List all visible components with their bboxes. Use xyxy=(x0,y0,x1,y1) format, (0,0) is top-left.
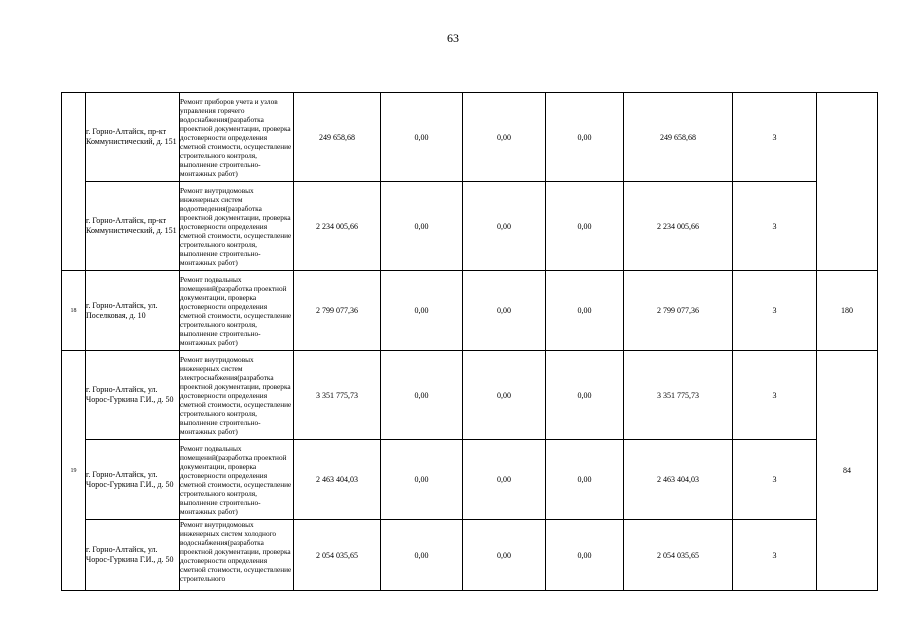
total-cell: 2 234 005,66 xyxy=(624,182,733,271)
value-cell: 0,00 xyxy=(546,351,624,440)
count-cell: 3 xyxy=(733,440,817,520)
value-cell: 0,00 xyxy=(463,351,546,440)
row-number: 19 xyxy=(62,351,86,591)
value-cell: 0,00 xyxy=(381,271,463,351)
value-cell: 0,00 xyxy=(381,440,463,520)
row-number xyxy=(62,93,86,271)
total-cell: 2 054 035,65 xyxy=(624,520,733,591)
work-description-text: Ремонт приборов учета и узлов управления горячего водоснабжения(разработка проектной документации, проверка достоверности определения сметной стоимости, осуществление строительного контроля, выполнение строительно-монтажных работ) xyxy=(180,96,292,178)
total-cell: 249 658,68 xyxy=(624,93,733,182)
value-cell: 0,00 xyxy=(381,351,463,440)
cost-cell: 2 054 035,65 xyxy=(294,520,381,591)
days-cell xyxy=(817,93,878,271)
work-description-text: Ремонт подвальных помещений(разработка проектной документации, проверка достоверности определения сметной стоимости, осуществление строительного контроля, выполнение строительно-монтажных работ) xyxy=(180,443,292,516)
value-cell: 0,00 xyxy=(381,520,463,591)
cost-cell: 249 658,68 xyxy=(294,93,381,182)
work-description-cell xyxy=(180,520,294,591)
work-description-text: Ремонт внутридомовых инженерных систем водоотведения(разработка проектной документации, проверка достоверности определения сметной стоимости, осуществление строительного контроля, выполнение строительно-монтажных работ) xyxy=(180,185,292,267)
address-cell: г. Горно-Алтайск, ул. Чорос-Гуркина Г.И., д. 50 xyxy=(86,440,180,520)
value-cell: 0,00 xyxy=(463,271,546,351)
cost-cell: 2 463 404,03 xyxy=(294,440,381,520)
value-cell: 0,00 xyxy=(546,520,624,591)
work-description-cell xyxy=(180,93,294,182)
repair-plan-table xyxy=(61,92,878,591)
cost-cell: 2 234 005,66 xyxy=(294,182,381,271)
table-row xyxy=(62,271,878,351)
value-cell: 0,00 xyxy=(381,182,463,271)
page-number: 63 xyxy=(447,31,459,45)
value-cell: 0,00 xyxy=(546,440,624,520)
total-cell: 3 351 775,73 xyxy=(624,351,733,440)
work-description-text: Ремонт подвальных помещений(разработка проектной документации, проверка достоверности определения сметной стоимости, осуществление строительного контроля, выполнение строительно-монтажных работ) xyxy=(180,274,292,347)
value-cell: 0,00 xyxy=(463,440,546,520)
address-cell: г. Горно-Алтайск, ул. Чорос-Гуркина Г.И., д. 50 xyxy=(86,351,180,440)
address-cell: г. Горно-Алтайск, ул. Поселковая, д. 10 xyxy=(86,271,180,351)
days-cell: 180 xyxy=(817,271,878,351)
count-cell: 3 xyxy=(733,271,817,351)
cost-cell: 2 799 077,36 xyxy=(294,271,381,351)
table-row xyxy=(62,520,878,591)
address-cell: г. Горно-Алтайск, пр-кт Коммунистический, д. 151 xyxy=(86,182,180,271)
days-cell: 84 xyxy=(817,351,878,591)
address-cell: г. Горно-Алтайск, пр-кт Коммунистический, д. 151 xyxy=(86,93,180,182)
value-cell: 0,00 xyxy=(381,93,463,182)
value-cell: 0,00 xyxy=(463,93,546,182)
value-cell: 0,00 xyxy=(546,271,624,351)
total-cell: 2 463 404,03 xyxy=(624,440,733,520)
table-row xyxy=(62,182,878,271)
work-description-text: Ремонт внутридомовых инженерных систем холодного водоснабжения(разработка проектной документации, проверка достоверности определения сметной стоимости, осуществление строительного xyxy=(180,520,292,583)
count-cell: 3 xyxy=(733,93,817,182)
table-row xyxy=(62,93,878,182)
cost-cell: 3 351 775,73 xyxy=(294,351,381,440)
row-number: 18 xyxy=(62,271,86,351)
value-cell: 0,00 xyxy=(546,93,624,182)
value-cell: 0,00 xyxy=(463,182,546,271)
value-cell: 0,00 xyxy=(463,520,546,591)
count-cell: 3 xyxy=(733,520,817,591)
work-description-cell xyxy=(180,271,294,351)
work-description-cell xyxy=(180,440,294,520)
table-row xyxy=(62,351,878,440)
total-cell: 2 799 077,36 xyxy=(624,271,733,351)
work-description-cell xyxy=(180,182,294,271)
work-description-text: Ремонт внутридомовых инженерных систем электроснабжения(разработка проектной документации, проверка достоверности определения сметной стоимости, осуществление строительного контроля, выполнение строительно-монтажных работ) xyxy=(180,354,292,436)
address-cell: г. Горно-Алтайск, ул. Чорос-Гуркина Г.И., д. 50 xyxy=(86,520,180,591)
value-cell: 0,00 xyxy=(546,182,624,271)
count-cell: 3 xyxy=(733,182,817,271)
work-description-cell xyxy=(180,351,294,440)
table-row xyxy=(62,440,878,520)
count-cell: 3 xyxy=(733,351,817,440)
